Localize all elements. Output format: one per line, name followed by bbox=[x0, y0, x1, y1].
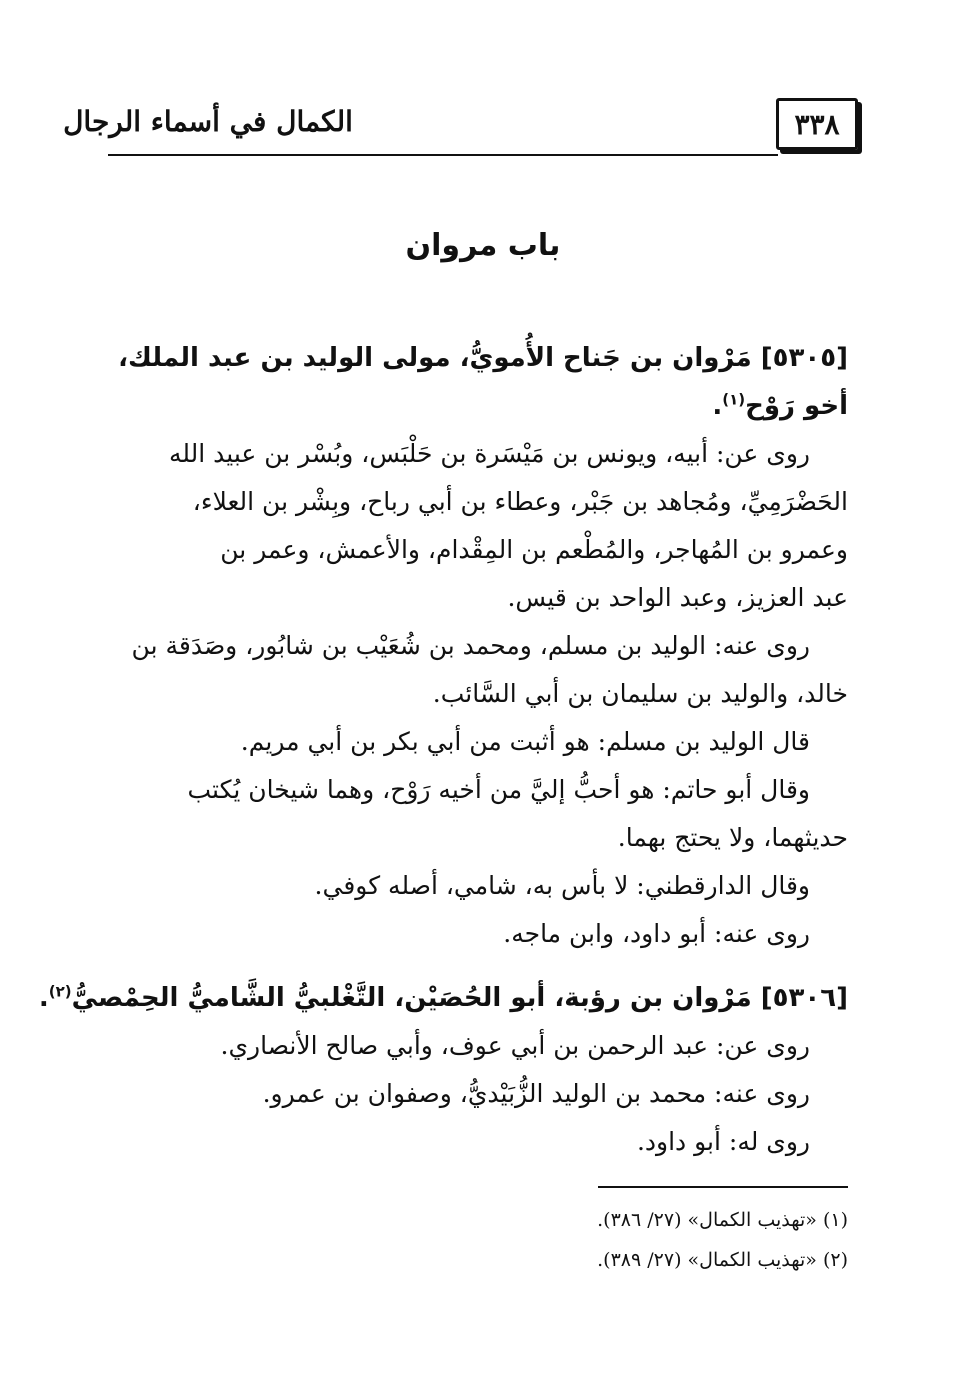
text-line: روى عنه: الوليد بن مسلم، ومحمد بن شُعَيْب بن شابُور، وصَدَقة بن bbox=[131, 631, 810, 660]
book-title: الكمال في أسماء الرجال bbox=[63, 104, 353, 138]
entry-5305 bbox=[108, 334, 848, 958]
paragraph-narrators-to bbox=[108, 622, 848, 718]
text-line: قال الوليد بن مسلم: هو أثبت من أبي بكر بن أبي مريم. bbox=[240, 727, 810, 756]
text-line: روى عنه: أبو داود، وابن ماجه. bbox=[503, 919, 810, 948]
text-line: وقال الدارقطني: لا بأس به، شامي، أصله كوفي. bbox=[314, 871, 810, 900]
footnote-ref: (٢) bbox=[48, 982, 72, 1001]
footnote: (٢) «تهذيب الكمال» (٢٧/ ٣٨٩). bbox=[597, 1249, 848, 1271]
header-rule bbox=[108, 154, 778, 156]
paragraph-narrators-to bbox=[108, 910, 848, 958]
paragraph-narrators-from bbox=[108, 430, 848, 622]
chapter-title: باب مروان bbox=[405, 228, 561, 263]
paragraph-quote bbox=[108, 862, 848, 910]
entry-heading-line: [٥٣٠٥] مَرْوان بن جَناح الأُمويُّ، مولى الوليد بن عبد الملك، bbox=[118, 343, 848, 373]
entry-heading-line: أخو رَوْح$^{(١)}$. bbox=[712, 390, 848, 421]
page-header bbox=[63, 92, 858, 156]
text-line: عبد العزيز، وعبد الواحد بن قيس. bbox=[507, 583, 848, 612]
text-line: روى عنه: محمد بن الوليد الزُّبَيْديُّ، وصفوان بن عمرو. bbox=[262, 1079, 810, 1108]
text-line: خالد، والوليد بن سليمان بن أبي السَّائب. bbox=[432, 679, 848, 708]
text-line: روى عن: عبد الرحمن بن أبي عوف، وأبي صالح الأنصاري. bbox=[220, 1031, 810, 1060]
text-line: وقال أبو حاتم: هو أحبُّ إليَّ من أخيه رَوْح، وهما شيخان يُكتب bbox=[187, 775, 810, 804]
text-line: روى عن: أبيه، ويونس بن مَيْسَرة بن حَلْبَس، وبُسْر بن عبيد الله bbox=[168, 439, 810, 468]
paragraph-quote bbox=[108, 718, 848, 766]
footnote-rule bbox=[598, 1186, 848, 1188]
footnote: (١) «تهذيب الكمال» (٢٧/ ٣٨٦). bbox=[597, 1209, 848, 1231]
page-number: ٣٣٨ bbox=[776, 98, 858, 150]
text-line: روى له: أبو داود. bbox=[636, 1127, 810, 1156]
text-line: وعمرو بن المُهاجر، والمُطْعم بن المِقْدام، والأعمش، وعمر بن bbox=[220, 535, 848, 564]
paragraph-quote bbox=[108, 766, 848, 862]
text-line: الحَضْرَمِيِّ، ومُجاهد بن جَبْر، وعطاء بن أبي رباح، وبِشْر بن العلاء، bbox=[192, 487, 848, 516]
footnotes bbox=[108, 1200, 848, 1280]
entry-5306 bbox=[38, 974, 848, 1166]
footnote-ref: (١) bbox=[722, 390, 746, 409]
entry-heading-line: [٥٣٠٦] مَرْوان بن رؤبة، أبو الحُصَيْن، التَّغْلبيُّ الشَّاميُّ الحِمْصيُّ$^{(٢)}$. bbox=[38, 982, 848, 1013]
text-line: حديثهما، ولا يحتج بهما. bbox=[617, 823, 848, 852]
